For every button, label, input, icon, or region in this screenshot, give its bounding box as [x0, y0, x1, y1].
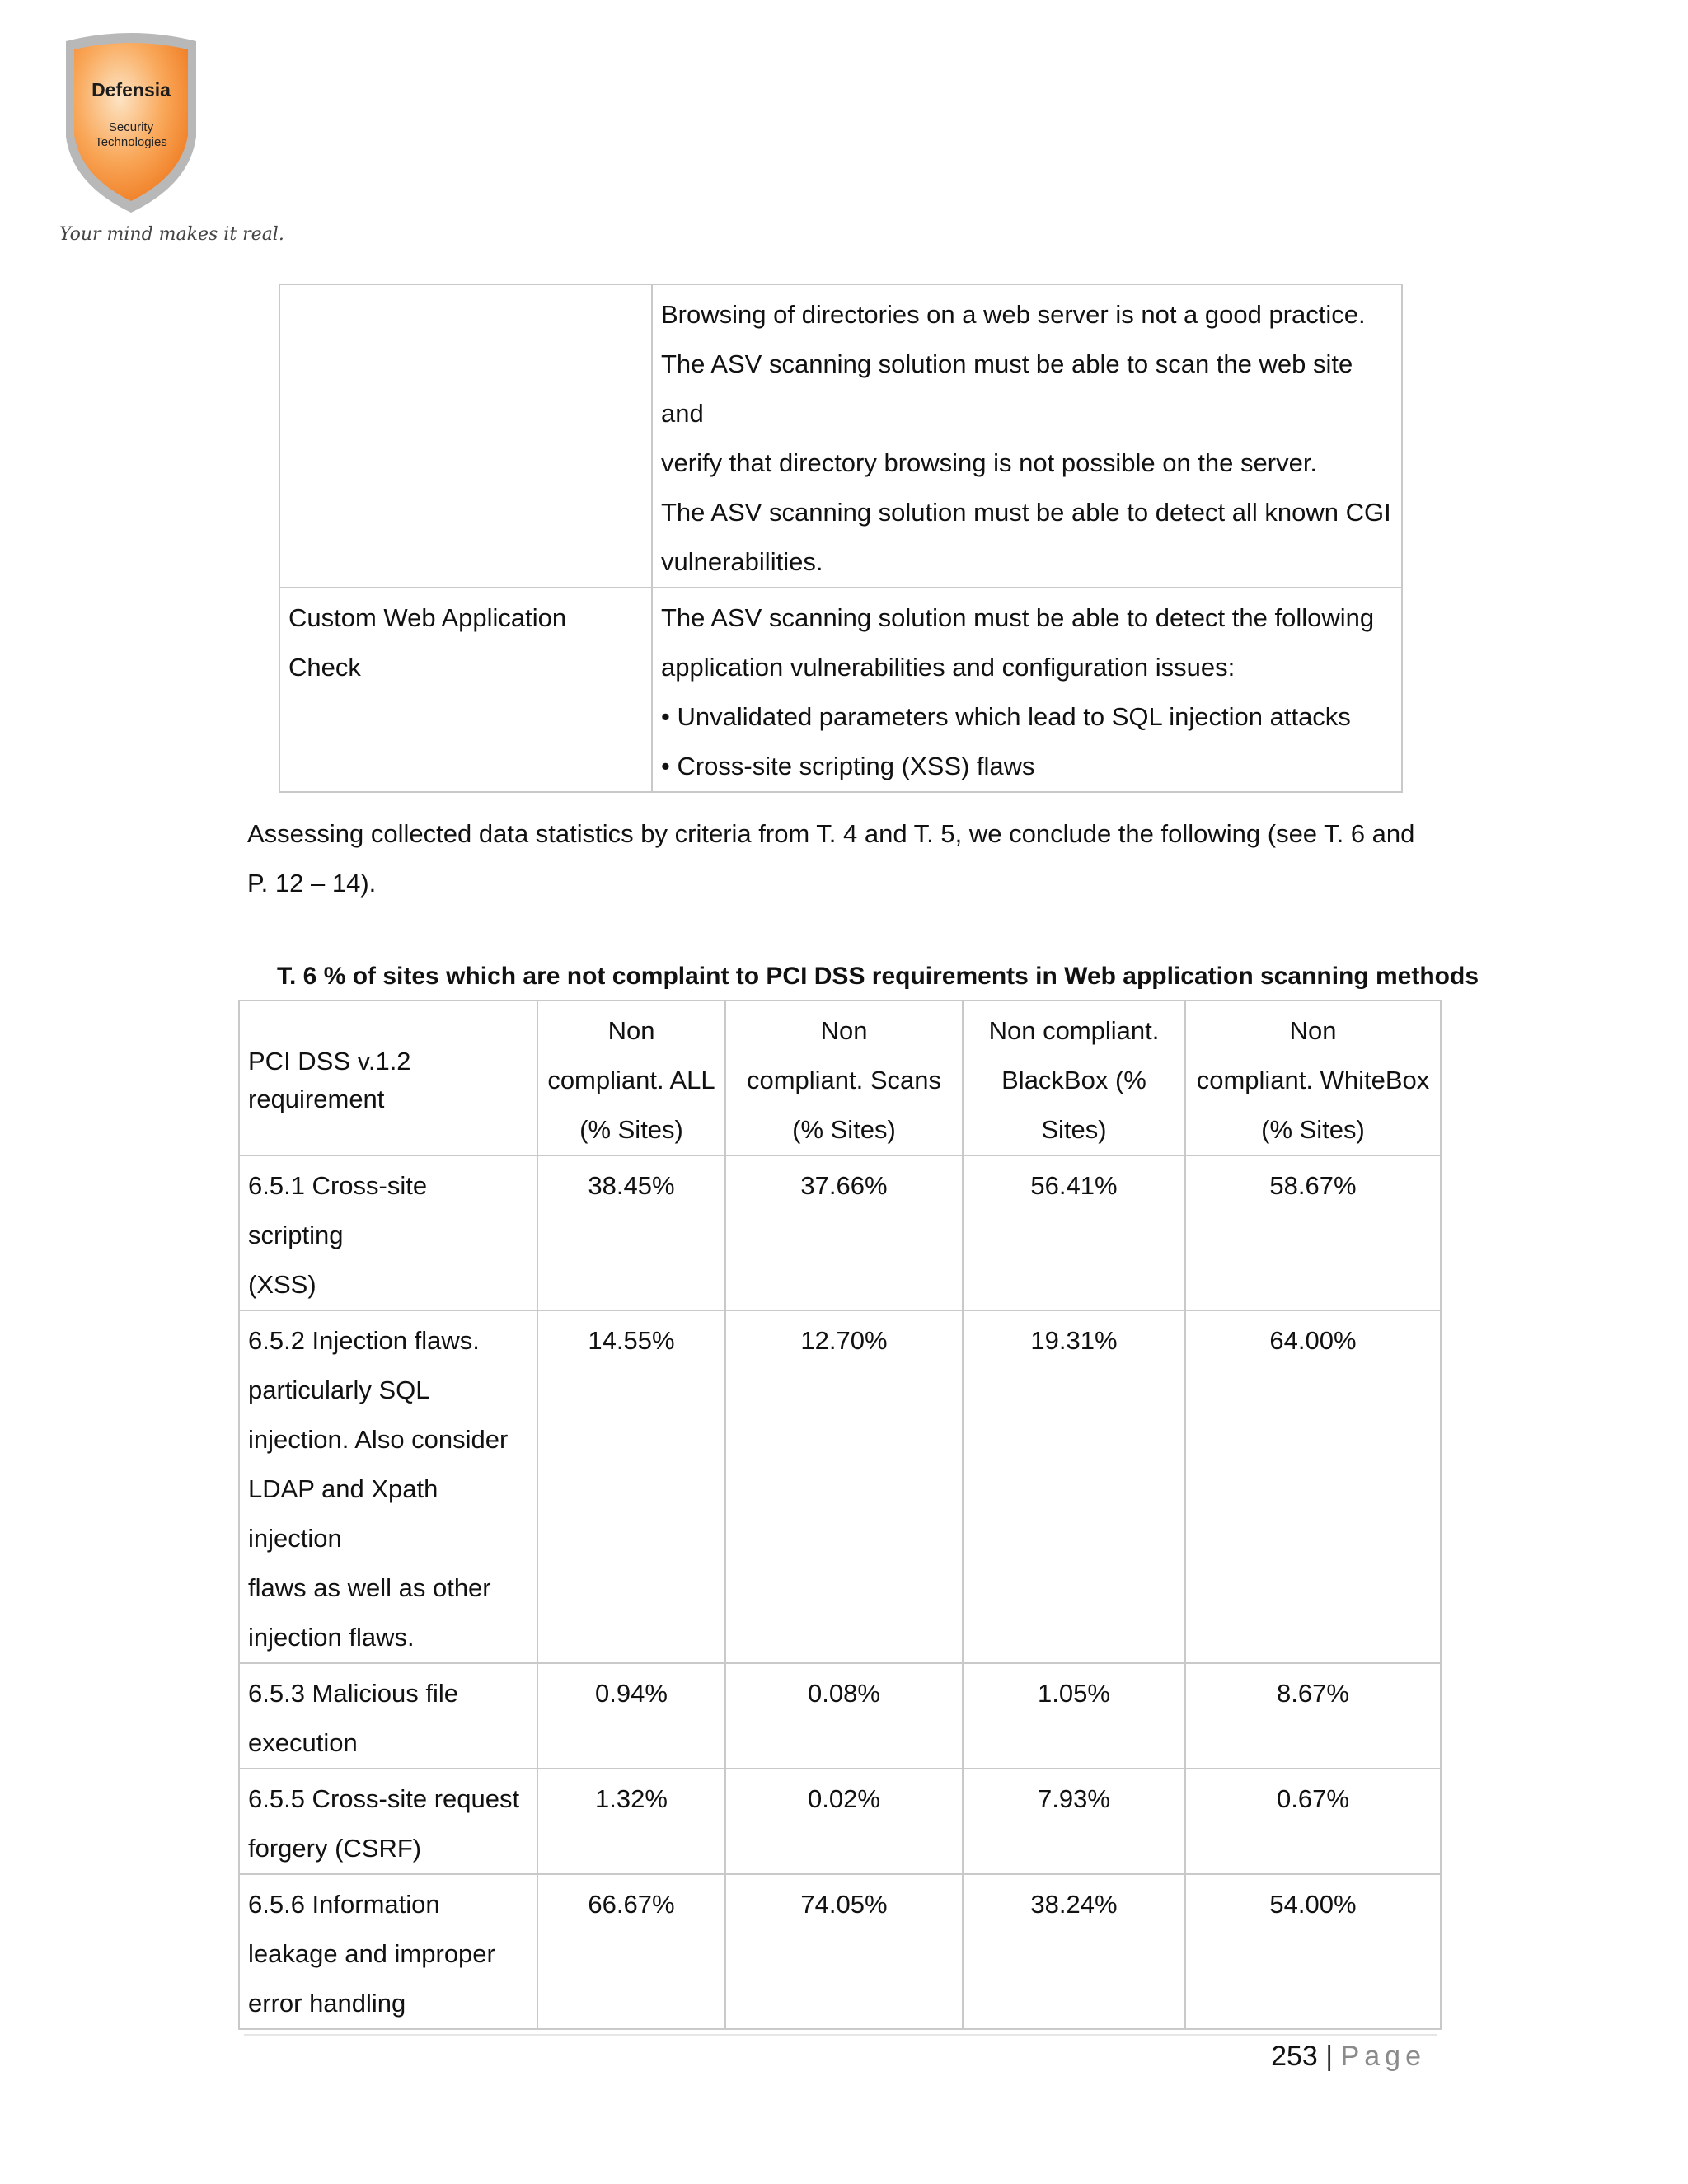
- label-line: 6.5.5 Cross-site request: [248, 1784, 520, 1813]
- value-scans: 12.70%: [725, 1310, 963, 1663]
- label-line: forgery (CSRF): [248, 1834, 422, 1863]
- value-blackbox: 56.41%: [963, 1155, 1185, 1310]
- table-row: [279, 284, 1402, 588]
- table-row: [239, 1155, 1441, 1310]
- table-row: [239, 1663, 1441, 1769]
- header-line: compliant. Scans: [746, 1066, 942, 1094]
- cell-line: application vulnerabilities and configuration issues:: [661, 653, 1236, 682]
- body-paragraph: Assessing collected data statistics by criteria from T. 4 and T. 5, we conclude the following (see T. 6 and P. 12 – 14).: [247, 819, 1415, 898]
- cell-line: Browsing of directories on a web server is not a good practice.: [661, 300, 1366, 329]
- header-line: BlackBox (% Sites): [1001, 1066, 1146, 1144]
- table-row: [279, 588, 1402, 792]
- asv-requirements-table: [279, 284, 1403, 793]
- header-non-compliant-scans: [725, 1001, 963, 1155]
- label-line: execution: [248, 1728, 358, 1757]
- value-scans: 37.66%: [725, 1155, 963, 1310]
- logo-subtitle-line: Security: [108, 120, 154, 134]
- label-line: 6.5.6 Information: [248, 1890, 440, 1919]
- header-line: (% Sites): [1261, 1115, 1365, 1144]
- header-line: Non: [1289, 1016, 1337, 1045]
- header-non-compliant-blackbox: [963, 1001, 1185, 1155]
- cell-line: vulnerabilities.: [661, 547, 823, 576]
- label-line: error handling: [248, 1989, 406, 2018]
- header-requirement: [239, 1001, 537, 1155]
- label-line: LDAP and Xpath injection: [248, 1474, 438, 1553]
- non-compliance-table: [238, 1000, 1442, 2030]
- cell-line: The ASV scanning solution must be able to detect the following: [661, 603, 1375, 632]
- page-label: Page: [1340, 2041, 1426, 2072]
- table-cell-label: [279, 284, 652, 588]
- label-line: 6.5.1 Cross-site scripting: [248, 1171, 428, 1249]
- table-row: [239, 1310, 1441, 1663]
- value-blackbox: 19.31%: [963, 1310, 1185, 1663]
- logo-tagline: Your mind makes it real.: [59, 224, 284, 245]
- header-line: PCI DSS v.1.2: [248, 1047, 411, 1076]
- header-line: (% Sites): [579, 1115, 683, 1144]
- header-non-compliant-all: [537, 1001, 725, 1155]
- header-line: requirement: [248, 1085, 385, 1113]
- header-line: compliant. ALL: [547, 1066, 715, 1094]
- label-line: (XSS): [248, 1270, 316, 1299]
- logo-subtitle: [58, 120, 204, 150]
- label-line: 6.5.3 Malicious file: [248, 1679, 459, 1708]
- label-line: leakage and improper: [248, 1939, 495, 1968]
- row-requirement-label: [239, 1155, 537, 1310]
- label-line: flaws as well as other: [248, 1573, 491, 1602]
- page-number: 253: [1271, 2041, 1318, 2072]
- header-line: (% Sites): [792, 1115, 896, 1144]
- company-logo: [58, 30, 239, 252]
- cell-line: • Cross-site scripting (XSS) flaws: [661, 752, 1035, 780]
- table-cell-label: Custom Web Application Check: [279, 588, 652, 792]
- value-whitebox: 58.67%: [1185, 1155, 1441, 1310]
- footer-divider: [244, 2034, 1437, 2036]
- footer-separator: |: [1325, 2041, 1334, 2072]
- table-header-row: [239, 1001, 1441, 1155]
- row-requirement-label: [239, 1874, 537, 2029]
- header-line: compliant. WhiteBox: [1196, 1066, 1430, 1094]
- value-blackbox: 38.24%: [963, 1874, 1185, 2029]
- value-scans: 0.02%: [725, 1769, 963, 1874]
- value-blackbox: 7.93%: [963, 1769, 1185, 1874]
- header-non-compliant-whitebox: [1185, 1001, 1441, 1155]
- table-cell-description: [652, 588, 1402, 792]
- row-requirement-label: [239, 1310, 537, 1663]
- table-caption: T. 6 % of sites which are not complaint to PCI DSS requirements in Web application scanning methods: [277, 963, 1479, 990]
- value-all: 66.67%: [537, 1874, 725, 2029]
- value-all: 1.32%: [537, 1769, 725, 1874]
- table-cell-description: [652, 284, 1402, 588]
- table-row: [239, 1769, 1441, 1874]
- label-line: 6.5.2 Injection flaws.: [248, 1326, 480, 1355]
- logo-brand: Defensia: [91, 79, 171, 101]
- value-all: 14.55%: [537, 1310, 725, 1663]
- value-whitebox: 54.00%: [1185, 1874, 1441, 2029]
- label-line: injection. Also consider: [248, 1425, 509, 1454]
- value-whitebox: 64.00%: [1185, 1310, 1441, 1663]
- value-all: 0.94%: [537, 1663, 725, 1769]
- header-line: Non compliant.: [988, 1016, 1160, 1045]
- header-line: Non: [607, 1016, 655, 1045]
- value-scans: 74.05%: [725, 1874, 963, 2029]
- value-scans: 0.08%: [725, 1663, 963, 1769]
- value-blackbox: 1.05%: [963, 1663, 1185, 1769]
- cell-line: verify that directory browsing is not possible on the server.: [661, 448, 1318, 477]
- logo-subtitle-line: Technologies: [95, 135, 167, 149]
- table-row: [239, 1874, 1441, 2029]
- label-line: injection flaws.: [248, 1623, 415, 1652]
- cell-line: The ASV scanning solution must be able to detect all known CGI: [661, 498, 1391, 527]
- value-all: 38.45%: [537, 1155, 725, 1310]
- header-line: Non: [820, 1016, 868, 1045]
- row-requirement-label: [239, 1663, 537, 1769]
- value-whitebox: 8.67%: [1185, 1663, 1441, 1769]
- label-line: particularly SQL: [248, 1376, 430, 1404]
- row-requirement-label: [239, 1769, 537, 1874]
- page-footer: [1271, 2041, 1426, 2073]
- cell-line: • Unvalidated parameters which lead to SQL injection attacks: [661, 702, 1351, 731]
- cell-line: The ASV scanning solution must be able to scan the web site and: [661, 349, 1353, 428]
- value-whitebox: 0.67%: [1185, 1769, 1441, 1874]
